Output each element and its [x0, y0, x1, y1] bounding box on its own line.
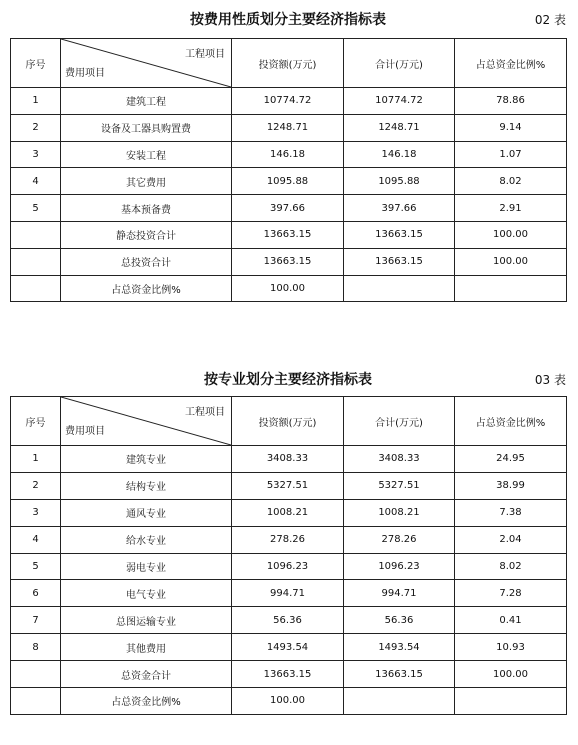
- cell-total: 10774.72: [344, 88, 455, 115]
- table-row: [11, 221, 567, 248]
- cell-seq: 5: [11, 553, 61, 580]
- cell-total: 146.18: [344, 141, 455, 168]
- cell-total: 3408.33: [344, 446, 455, 473]
- table-row: [11, 607, 567, 634]
- cell-invest: 13663.15: [232, 661, 344, 688]
- indicator-table-02: [10, 38, 567, 302]
- table-title: 按专业划分主要经济指标表: [204, 372, 372, 388]
- cell-total: 994.71: [344, 580, 455, 607]
- cell-seq: 3: [11, 141, 61, 168]
- cell-invest: 278.26: [232, 526, 344, 553]
- cell-name: 总图运输专业: [61, 607, 232, 634]
- cell-total: 1493.54: [344, 634, 455, 661]
- table-header-row: [11, 39, 567, 88]
- cell-seq: 2: [11, 472, 61, 499]
- table-title: 按费用性质划分主要经济指标表: [190, 12, 386, 28]
- cell-invest: 994.71: [232, 580, 344, 607]
- cell-name: 给水专业: [61, 526, 232, 553]
- cell-total: 5327.51: [344, 472, 455, 499]
- cell-name: 通风专业: [61, 499, 232, 526]
- cell-total: 56.36: [344, 607, 455, 634]
- cell-total: 397.66: [344, 195, 455, 222]
- cell-seq: [11, 661, 61, 688]
- cell-seq: 7: [11, 607, 61, 634]
- table-row: [11, 446, 567, 473]
- cell-invest: 13663.15: [232, 248, 344, 275]
- header-diagonal-cell: [61, 397, 232, 446]
- cell-invest: 146.18: [232, 141, 344, 168]
- cell-name: 静态投资合计: [61, 221, 232, 248]
- header-seq: 序号: [11, 39, 61, 88]
- header-total: 合计(万元): [344, 39, 455, 88]
- table-body: [11, 446, 567, 715]
- header-project-label: 工程项目: [185, 49, 225, 60]
- cell-name: 设备及工器具购置费: [61, 114, 232, 141]
- table-body: [11, 88, 567, 302]
- cell-name: 基本预备费: [61, 195, 232, 222]
- table-row: [11, 634, 567, 661]
- header-ratio: 占总资金比例%: [455, 39, 567, 88]
- table-header-row: [11, 397, 567, 446]
- table-row: [11, 168, 567, 195]
- header-seq: 序号: [11, 397, 61, 446]
- cell-ratio: 8.02: [455, 168, 567, 195]
- cell-total: 13663.15: [344, 661, 455, 688]
- header-invest: 投资额(万元): [232, 397, 344, 446]
- table-row: [11, 195, 567, 222]
- cell-total: 1096.23: [344, 553, 455, 580]
- table-row: [11, 275, 567, 302]
- cell-invest: 397.66: [232, 195, 344, 222]
- cell-seq: 4: [11, 168, 61, 195]
- cell-ratio: [455, 275, 567, 302]
- table-row: [11, 88, 567, 115]
- cell-ratio: 7.38: [455, 499, 567, 526]
- table-section-02: [10, 8, 566, 302]
- cell-ratio: 100.00: [455, 661, 567, 688]
- cell-name: 结构专业: [61, 472, 232, 499]
- cell-name: 建筑工程: [61, 88, 232, 115]
- header-diagonal-cell: [61, 39, 232, 88]
- cell-invest: 1096.23: [232, 553, 344, 580]
- table-row: [11, 114, 567, 141]
- cell-ratio: 100.00: [455, 248, 567, 275]
- header-fee-label: 费用项目: [65, 68, 105, 79]
- cell-name: 其他费用: [61, 634, 232, 661]
- cell-total: 1095.88: [344, 168, 455, 195]
- cell-seq: [11, 248, 61, 275]
- cell-invest: 1248.71: [232, 114, 344, 141]
- cell-invest: 1008.21: [232, 499, 344, 526]
- table-row: [11, 248, 567, 275]
- cell-ratio: 1.07: [455, 141, 567, 168]
- cell-invest: 56.36: [232, 607, 344, 634]
- cell-seq: 1: [11, 88, 61, 115]
- cell-name: 占总资金比例%: [61, 688, 232, 715]
- header-invest: 投资额(万元): [232, 39, 344, 88]
- cell-invest: 100.00: [232, 275, 344, 302]
- table-row: [11, 526, 567, 553]
- table-title-row: [10, 368, 566, 392]
- cell-seq: 8: [11, 634, 61, 661]
- header-ratio: 占总资金比例%: [455, 397, 567, 446]
- cell-total: [344, 275, 455, 302]
- cell-name: 其它费用: [61, 168, 232, 195]
- cell-name: 弱电专业: [61, 553, 232, 580]
- cell-total: [344, 688, 455, 715]
- cell-name: 总资金合计: [61, 661, 232, 688]
- cell-seq: 6: [11, 580, 61, 607]
- cell-ratio: 2.04: [455, 526, 567, 553]
- cell-ratio: 38.99: [455, 472, 567, 499]
- cell-ratio: 24.95: [455, 446, 567, 473]
- cell-total: 1008.21: [344, 499, 455, 526]
- cell-ratio: 0.41: [455, 607, 567, 634]
- cell-name: 总投资合计: [61, 248, 232, 275]
- cell-total: 13663.15: [344, 221, 455, 248]
- cell-invest: 13663.15: [232, 221, 344, 248]
- cell-ratio: [455, 688, 567, 715]
- cell-ratio: 100.00: [455, 221, 567, 248]
- table-row: [11, 499, 567, 526]
- cell-ratio: 2.91: [455, 195, 567, 222]
- cell-invest: 5327.51: [232, 472, 344, 499]
- cell-total: 278.26: [344, 526, 455, 553]
- header-fee-label: 费用项目: [65, 426, 105, 437]
- header-total: 合计(万元): [344, 397, 455, 446]
- cell-seq: [11, 275, 61, 302]
- cell-invest: 1493.54: [232, 634, 344, 661]
- cell-seq: [11, 221, 61, 248]
- cell-invest: 10774.72: [232, 88, 344, 115]
- table-row: [11, 661, 567, 688]
- table-row: [11, 141, 567, 168]
- table-row: [11, 688, 567, 715]
- header-project-label: 工程项目: [185, 407, 225, 418]
- cell-seq: 2: [11, 114, 61, 141]
- cell-ratio: 10.93: [455, 634, 567, 661]
- cell-seq: 5: [11, 195, 61, 222]
- cell-invest: 100.00: [232, 688, 344, 715]
- cell-name: 占总资金比例%: [61, 275, 232, 302]
- table-tag: 03 表: [534, 373, 566, 387]
- cell-invest: 1095.88: [232, 168, 344, 195]
- cell-name: 电气专业: [61, 580, 232, 607]
- cell-invest: 3408.33: [232, 446, 344, 473]
- table-row: [11, 553, 567, 580]
- cell-ratio: 9.14: [455, 114, 567, 141]
- table-row: [11, 472, 567, 499]
- cell-ratio: 7.28: [455, 580, 567, 607]
- cell-name: 建筑专业: [61, 446, 232, 473]
- cell-seq: 4: [11, 526, 61, 553]
- table-row: [11, 580, 567, 607]
- table-title-row: [10, 8, 566, 32]
- cell-seq: [11, 688, 61, 715]
- table-tag: 02 表: [534, 13, 566, 27]
- cell-ratio: 78.86: [455, 88, 567, 115]
- cell-total: 13663.15: [344, 248, 455, 275]
- cell-seq: 3: [11, 499, 61, 526]
- table-section-03: [10, 368, 566, 715]
- cell-ratio: 8.02: [455, 553, 567, 580]
- cell-total: 1248.71: [344, 114, 455, 141]
- cell-name: 安装工程: [61, 141, 232, 168]
- indicator-table-03: [10, 396, 567, 715]
- cell-seq: 1: [11, 446, 61, 473]
